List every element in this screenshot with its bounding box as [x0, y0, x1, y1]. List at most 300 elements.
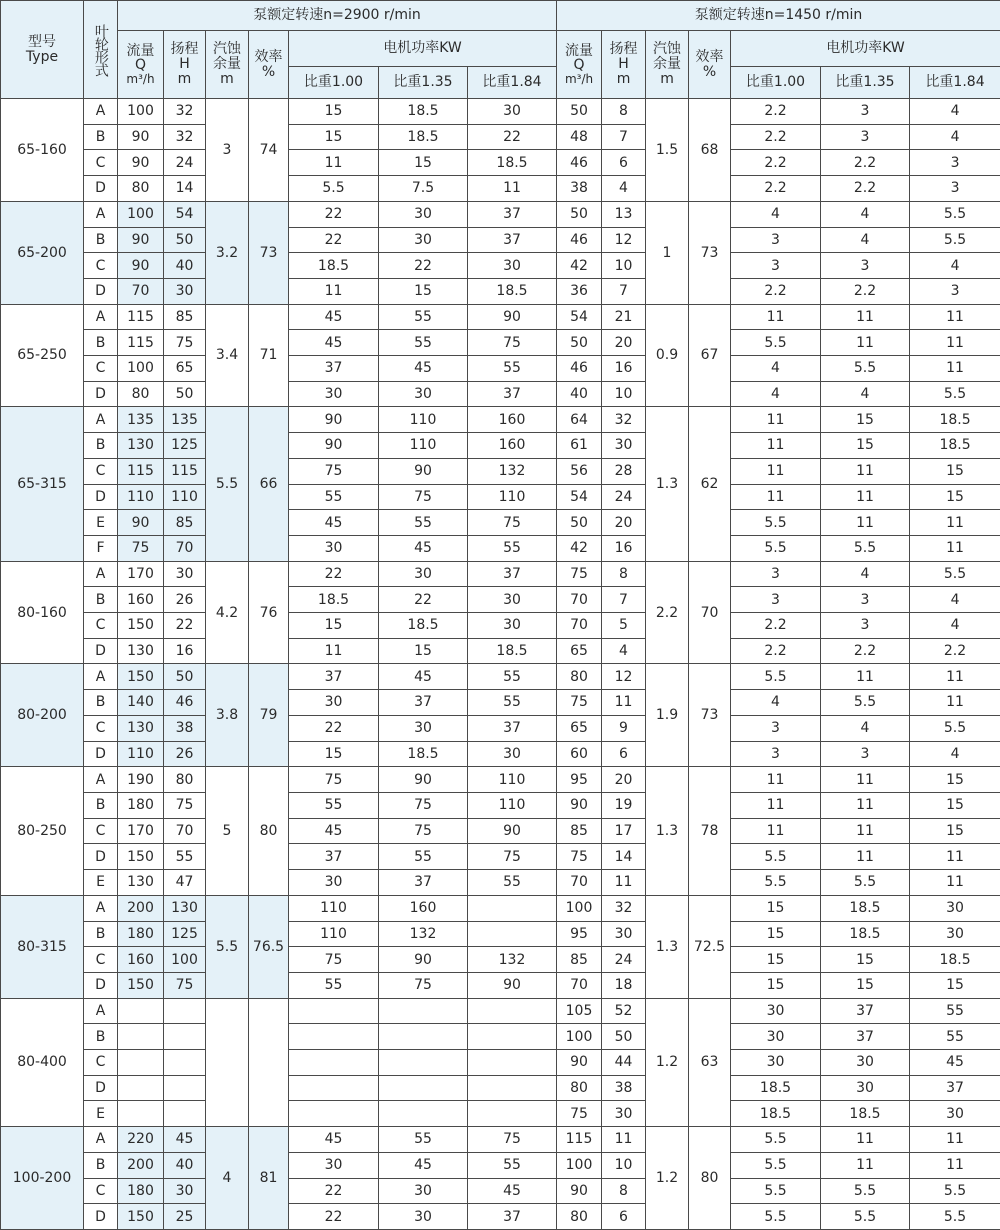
eff-a-cell: [249, 998, 289, 1127]
type-cell: 100-200: [1, 1127, 84, 1230]
head-b-cell: 7: [602, 124, 646, 150]
power-a-sg184-cell: 11: [468, 176, 557, 202]
head-a-cell: 54: [164, 201, 206, 227]
flow-a-cell: 70: [118, 278, 164, 304]
flow-a-cell: 110: [118, 484, 164, 510]
table-row: [1, 638, 1000, 664]
head-a-cell: 38: [164, 715, 206, 741]
power-b-sg184-cell: 11: [910, 304, 1000, 330]
flow-a-cell: 90: [118, 124, 164, 150]
impeller-cell: A: [84, 767, 118, 793]
power-a-sg100-cell: 55: [289, 972, 379, 998]
flow-a-cell: 110: [118, 741, 164, 767]
power-a-sg100-cell: 18.5: [289, 253, 379, 279]
head-b-cell: 20: [602, 510, 646, 536]
power-a-sg184-cell: 160: [468, 407, 557, 433]
flow-b-cell: 90: [557, 1050, 602, 1076]
power-a-sg135-cell: 75: [379, 484, 468, 510]
flow-b-cell: 50: [557, 99, 602, 125]
power-b-sg184-cell: 4: [910, 124, 1000, 150]
flow-a-cell: 90: [118, 510, 164, 536]
sg-184-header-a: 比重1.84: [468, 67, 557, 99]
head-b-cell: 50: [602, 1024, 646, 1050]
power-b-sg100-cell: 15: [731, 921, 821, 947]
table-row: [1, 535, 1000, 561]
head-b-cell: 32: [602, 895, 646, 921]
head-b-cell: 11: [602, 1127, 646, 1153]
type-cell: 65-315: [1, 407, 84, 561]
head-a-cell: 22: [164, 613, 206, 639]
flow-b-cell: 70: [557, 870, 602, 896]
power-b-sg135-cell: 30: [821, 1075, 910, 1101]
type-label: 型号: [28, 33, 56, 50]
impeller-cell: C: [84, 253, 118, 279]
power-a-sg135-cell: 110: [379, 407, 468, 433]
power-a-sg184-cell: 132: [468, 458, 557, 484]
flow-a-cell: 135: [118, 407, 164, 433]
impeller-cell: C: [84, 150, 118, 176]
table-row: [1, 972, 1000, 998]
power-a-sg135-cell: 45: [379, 664, 468, 690]
table-row: [1, 1024, 1000, 1050]
power-b-sg184-cell: 11: [910, 870, 1000, 896]
power-b-sg100-cell: 30: [731, 1024, 821, 1050]
power-b-sg135-cell: 4: [821, 201, 910, 227]
power-b-sg100-cell: 4: [731, 356, 821, 382]
head-b-cell: 5: [602, 613, 646, 639]
power-b-sg184-cell: 15: [910, 818, 1000, 844]
power-a-sg100-cell: [289, 998, 379, 1024]
table-row: [1, 356, 1000, 382]
power-b-sg100-cell: 11: [731, 767, 821, 793]
power-a-sg135-cell: 55: [379, 844, 468, 870]
power-a-sg100-cell: 22: [289, 561, 379, 587]
power-a-sg135-cell: [379, 1075, 468, 1101]
head-b-cell: 30: [602, 921, 646, 947]
head-a-cell: [164, 1024, 206, 1050]
table-row: [1, 1101, 1000, 1127]
flow-b-cell: 90: [557, 1178, 602, 1204]
power-b-sg135-cell: 11: [821, 458, 910, 484]
power-b-sg184-cell: 37: [910, 1075, 1000, 1101]
flow-a-cell: 90: [118, 150, 164, 176]
flow-b-cell: 36: [557, 278, 602, 304]
flow-a-cell: 200: [118, 1152, 164, 1178]
eff-a-cell: 71: [249, 304, 289, 407]
flow-b-cell: 65: [557, 638, 602, 664]
power-a-sg135-cell: [379, 1024, 468, 1050]
power-b-sg184-cell: 15: [910, 972, 1000, 998]
head-b-cell: 10: [602, 1152, 646, 1178]
head-b-cell: 9: [602, 715, 646, 741]
power-a-sg184-cell: 45: [468, 1178, 557, 1204]
power-b-sg135-cell: 3: [821, 124, 910, 150]
head-a-cell: 80: [164, 767, 206, 793]
flow-a-cell: 115: [118, 330, 164, 356]
npsh-b-cell: 1.3: [646, 895, 689, 998]
table-row: [1, 407, 1000, 433]
eff-b-cell: 72.5: [689, 895, 731, 998]
power-a-sg135-cell: [379, 998, 468, 1024]
power-a-sg184-cell: 132: [468, 947, 557, 973]
power-b-sg100-cell: 4: [731, 690, 821, 716]
table-row: [1, 818, 1000, 844]
power-a-sg100-cell: 75: [289, 947, 379, 973]
power-a-sg184-cell: [468, 895, 557, 921]
power-a-sg184-cell: 30: [468, 587, 557, 613]
table-row: [1, 664, 1000, 690]
power-b-sg184-cell: 18.5: [910, 947, 1000, 973]
motor-header-b: 电机功率KW: [731, 31, 1000, 67]
power-a-sg135-cell: 15: [379, 638, 468, 664]
table-row: [1, 1152, 1000, 1178]
power-a-sg184-cell: 55: [468, 356, 557, 382]
power-a-sg100-cell: 15: [289, 124, 379, 150]
flow-a-cell: 130: [118, 638, 164, 664]
impeller-cell: D: [84, 638, 118, 664]
power-b-sg100-cell: 2.2: [731, 150, 821, 176]
power-b-sg184-cell: 4: [910, 253, 1000, 279]
flow-b-cell: 75: [557, 690, 602, 716]
flow-b-cell: 85: [557, 947, 602, 973]
flow-a-cell: 130: [118, 433, 164, 459]
power-a-sg184-cell: 37: [468, 201, 557, 227]
impeller-cell: C: [84, 356, 118, 382]
flow-a-cell: 160: [118, 587, 164, 613]
flow-b-cell: 80: [557, 1204, 602, 1230]
power-a-sg184-cell: 90: [468, 972, 557, 998]
power-a-sg100-cell: 5.5: [289, 176, 379, 202]
flow-a-cell: 160: [118, 947, 164, 973]
flow-a-cell: [118, 1024, 164, 1050]
impeller-cell: B: [84, 921, 118, 947]
speed-1450-header: 泵额定转速n=1450 r/min: [557, 1, 1000, 31]
power-b-sg135-cell: 3: [821, 613, 910, 639]
head-b-cell: 8: [602, 1178, 646, 1204]
table-row: [1, 201, 1000, 227]
head-a-cell: [164, 1101, 206, 1127]
head-b-cell: 44: [602, 1050, 646, 1076]
power-a-sg100-cell: 30: [289, 1152, 379, 1178]
flow-a-cell: 180: [118, 1178, 164, 1204]
impeller-cell: D: [84, 1204, 118, 1230]
table-row: [1, 304, 1000, 330]
power-b-sg184-cell: 11: [910, 356, 1000, 382]
flow-b-cell: 42: [557, 253, 602, 279]
impeller-cell: F: [84, 535, 118, 561]
power-b-sg184-cell: 4: [910, 99, 1000, 125]
flow-a-cell: 75: [118, 535, 164, 561]
power-b-sg184-cell: 5.5: [910, 201, 1000, 227]
type-cell: 80-315: [1, 895, 84, 998]
flow-b-cell: 50: [557, 201, 602, 227]
head-a-cell: 70: [164, 535, 206, 561]
flow-a-cell: [118, 1075, 164, 1101]
flow-b-cell: 70: [557, 972, 602, 998]
head-b-cell: 30: [602, 433, 646, 459]
power-b-sg100-cell: 4: [731, 381, 821, 407]
power-a-sg135-cell: 90: [379, 947, 468, 973]
power-a-sg135-cell: 30: [379, 201, 468, 227]
flow-a-cell: 100: [118, 201, 164, 227]
power-b-sg184-cell: 5.5: [910, 715, 1000, 741]
flow-b-cell: 38: [557, 176, 602, 202]
power-a-sg100-cell: 30: [289, 381, 379, 407]
type-header: [1, 1, 84, 99]
power-b-sg135-cell: 37: [821, 998, 910, 1024]
table-row: [1, 921, 1000, 947]
power-a-sg184-cell: 90: [468, 818, 557, 844]
impeller-cell: A: [84, 998, 118, 1024]
table-row: [1, 844, 1000, 870]
flow-b-cell: 95: [557, 921, 602, 947]
power-b-sg184-cell: 18.5: [910, 433, 1000, 459]
head-b-cell: 32: [602, 407, 646, 433]
power-a-sg184-cell: 30: [468, 253, 557, 279]
impeller-cell: E: [84, 870, 118, 896]
impeller-cell: B: [84, 1152, 118, 1178]
power-b-sg100-cell: 5.5: [731, 535, 821, 561]
power-a-sg100-cell: 22: [289, 1204, 379, 1230]
head-a-cell: [164, 998, 206, 1024]
table-row: [1, 870, 1000, 896]
head-b-cell: 28: [602, 458, 646, 484]
impeller-cell: C: [84, 1178, 118, 1204]
power-a-sg135-cell: 55: [379, 304, 468, 330]
power-b-sg135-cell: 5.5: [821, 535, 910, 561]
power-a-sg100-cell: 45: [289, 818, 379, 844]
impeller-cell: E: [84, 1101, 118, 1127]
power-a-sg184-cell: [468, 1075, 557, 1101]
power-a-sg100-cell: 75: [289, 458, 379, 484]
power-a-sg100-cell: 45: [289, 304, 379, 330]
head-a-cell: 85: [164, 510, 206, 536]
npsh-a-cell: 4: [206, 1127, 249, 1230]
flow-a-cell: 100: [118, 356, 164, 382]
power-b-sg135-cell: 2.2: [821, 638, 910, 664]
power-a-sg184-cell: 30: [468, 99, 557, 125]
power-b-sg135-cell: 4: [821, 715, 910, 741]
power-a-sg100-cell: 22: [289, 227, 379, 253]
head-a-cell: 46: [164, 690, 206, 716]
power-b-sg135-cell: 37: [821, 1024, 910, 1050]
type-cell: 80-160: [1, 561, 84, 664]
power-b-sg135-cell: 11: [821, 304, 910, 330]
npsh-b-cell: 2.2: [646, 561, 689, 664]
head-a-cell: 14: [164, 176, 206, 202]
power-b-sg100-cell: 15: [731, 895, 821, 921]
power-a-sg100-cell: 11: [289, 150, 379, 176]
flow-b-cell: 48: [557, 124, 602, 150]
table-row: [1, 278, 1000, 304]
power-b-sg184-cell: 15: [910, 458, 1000, 484]
head-a-cell: 130: [164, 895, 206, 921]
npsh-a-cell: [206, 998, 249, 1127]
impeller-cell: B: [84, 124, 118, 150]
power-a-sg135-cell: 30: [379, 715, 468, 741]
flow-a-cell: 150: [118, 664, 164, 690]
table-row: [1, 253, 1000, 279]
power-b-sg100-cell: 2.2: [731, 99, 821, 125]
head-b-cell: 17: [602, 818, 646, 844]
npsh-header-b: 汽蚀余量 m: [646, 31, 689, 99]
head-b-cell: 7: [602, 587, 646, 613]
table-row: [1, 767, 1000, 793]
table-row: [1, 613, 1000, 639]
impeller-cell: A: [84, 895, 118, 921]
power-a-sg100-cell: 22: [289, 201, 379, 227]
power-a-sg184-cell: [468, 921, 557, 947]
head-b-cell: 12: [602, 664, 646, 690]
power-b-sg100-cell: 18.5: [731, 1101, 821, 1127]
flow-a-cell: [118, 1050, 164, 1076]
impeller-cell: B: [84, 227, 118, 253]
head-a-cell: 30: [164, 278, 206, 304]
power-b-sg100-cell: 5.5: [731, 844, 821, 870]
motor-header-a: 电机功率KW: [289, 31, 557, 67]
power-a-sg135-cell: 15: [379, 278, 468, 304]
power-a-sg100-cell: 45: [289, 510, 379, 536]
power-b-sg184-cell: 11: [910, 690, 1000, 716]
eff-b-cell: 80: [689, 1127, 731, 1230]
power-a-sg100-cell: [289, 1050, 379, 1076]
head-a-cell: 70: [164, 818, 206, 844]
table-row: [1, 227, 1000, 253]
power-a-sg135-cell: 90: [379, 458, 468, 484]
power-a-sg100-cell: 110: [289, 921, 379, 947]
head-b-cell: 4: [602, 176, 646, 202]
head-b-cell: 24: [602, 947, 646, 973]
head-a-cell: 32: [164, 124, 206, 150]
power-b-sg100-cell: 4: [731, 201, 821, 227]
power-a-sg100-cell: 15: [289, 99, 379, 125]
power-b-sg184-cell: 5.5: [910, 1178, 1000, 1204]
power-b-sg135-cell: 11: [821, 818, 910, 844]
impeller-cell: C: [84, 715, 118, 741]
power-a-sg135-cell: [379, 1101, 468, 1127]
power-a-sg100-cell: 15: [289, 741, 379, 767]
head-b-cell: 16: [602, 356, 646, 382]
npsh-a-cell: 5: [206, 767, 249, 896]
power-b-sg135-cell: 18.5: [821, 1101, 910, 1127]
flow-a-cell: 180: [118, 792, 164, 818]
power-a-sg184-cell: 55: [468, 1152, 557, 1178]
power-b-sg184-cell: 11: [910, 330, 1000, 356]
power-a-sg100-cell: 55: [289, 792, 379, 818]
power-a-sg184-cell: 75: [468, 844, 557, 870]
head-b-cell: 8: [602, 99, 646, 125]
table-row: [1, 1050, 1000, 1076]
type-label-en: Type: [25, 48, 59, 65]
table-row: [1, 510, 1000, 536]
power-b-sg135-cell: 11: [821, 767, 910, 793]
npsh-a-cell: 5.5: [206, 895, 249, 998]
power-a-sg135-cell: 18.5: [379, 124, 468, 150]
impeller-cell: B: [84, 1024, 118, 1050]
power-a-sg135-cell: 55: [379, 330, 468, 356]
power-b-sg135-cell: 15: [821, 433, 910, 459]
flow-a-cell: 220: [118, 1127, 164, 1153]
power-b-sg135-cell: 11: [821, 484, 910, 510]
head-a-cell: 50: [164, 664, 206, 690]
table-header: [1, 1, 1000, 99]
flow-a-cell: [118, 998, 164, 1024]
power-b-sg135-cell: 30: [821, 1050, 910, 1076]
head-a-cell: 26: [164, 741, 206, 767]
flow-b-cell: 100: [557, 895, 602, 921]
head-b-cell: 20: [602, 767, 646, 793]
eff-b-cell: 70: [689, 561, 731, 664]
sg-100-header-b: 比重1.00: [731, 67, 821, 99]
power-a-sg184-cell: 110: [468, 792, 557, 818]
flow-a-cell: 200: [118, 895, 164, 921]
power-a-sg184-cell: 30: [468, 613, 557, 639]
power-b-sg184-cell: 11: [910, 844, 1000, 870]
head-a-cell: 40: [164, 253, 206, 279]
power-b-sg100-cell: 15: [731, 947, 821, 973]
power-a-sg184-cell: 55: [468, 870, 557, 896]
impeller-cell: C: [84, 947, 118, 973]
impeller-header: 叶轮形式: [84, 1, 118, 99]
flow-b-cell: 75: [557, 561, 602, 587]
power-a-sg184-cell: 30: [468, 741, 557, 767]
flow-a-cell: 115: [118, 458, 164, 484]
power-a-sg184-cell: 37: [468, 227, 557, 253]
head-a-cell: 65: [164, 356, 206, 382]
flow-a-cell: 115: [118, 304, 164, 330]
power-a-sg135-cell: 55: [379, 510, 468, 536]
power-a-sg100-cell: 15: [289, 613, 379, 639]
power-a-sg184-cell: 90: [468, 304, 557, 330]
sg-135-header-a: 比重1.35: [379, 67, 468, 99]
power-b-sg184-cell: 5.5: [910, 1204, 1000, 1230]
impeller-cell: E: [84, 510, 118, 536]
head-a-cell: 32: [164, 99, 206, 125]
power-a-sg135-cell: 45: [379, 356, 468, 382]
power-a-sg184-cell: 75: [468, 330, 557, 356]
impeller-cell: A: [84, 304, 118, 330]
npsh-b-cell: 1.3: [646, 767, 689, 896]
power-a-sg184-cell: [468, 1101, 557, 1127]
impeller-cell: D: [84, 972, 118, 998]
power-a-sg135-cell: 30: [379, 561, 468, 587]
head-a-cell: 50: [164, 227, 206, 253]
head-a-cell: 24: [164, 150, 206, 176]
power-a-sg135-cell: 30: [379, 227, 468, 253]
flow-b-cell: 105: [557, 998, 602, 1024]
power-b-sg135-cell: 3: [821, 741, 910, 767]
impeller-cell: D: [84, 1075, 118, 1101]
power-b-sg100-cell: 11: [731, 407, 821, 433]
power-b-sg100-cell: 5.5: [731, 1127, 821, 1153]
power-b-sg135-cell: 11: [821, 330, 910, 356]
head-b-cell: 7: [602, 278, 646, 304]
table-row: [1, 124, 1000, 150]
flow-a-cell: 190: [118, 767, 164, 793]
table-row: [1, 792, 1000, 818]
flow-a-cell: 90: [118, 253, 164, 279]
speed-2900-header: 泵额定转速n=2900 r/min: [118, 1, 557, 31]
flow-b-cell: 46: [557, 227, 602, 253]
power-b-sg100-cell: 11: [731, 818, 821, 844]
power-a-sg100-cell: 45: [289, 1127, 379, 1153]
power-a-sg184-cell: 160: [468, 433, 557, 459]
head-a-cell: 75: [164, 330, 206, 356]
power-b-sg184-cell: 3: [910, 176, 1000, 202]
power-b-sg135-cell: 15: [821, 947, 910, 973]
impeller-cell: B: [84, 433, 118, 459]
power-b-sg100-cell: 5.5: [731, 664, 821, 690]
